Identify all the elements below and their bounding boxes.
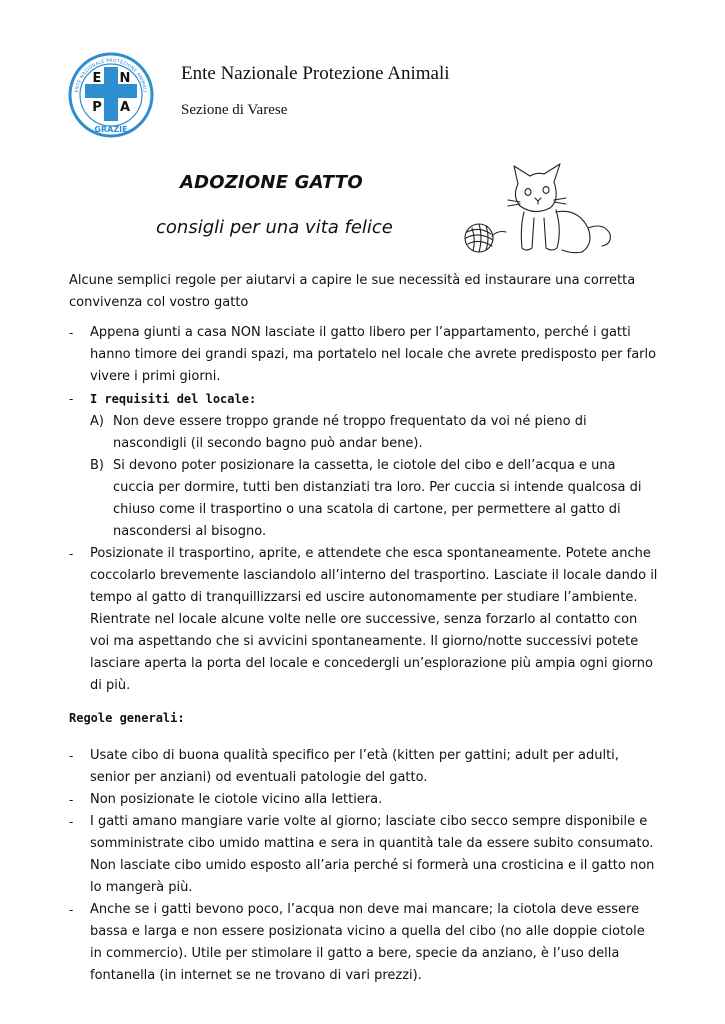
arrival-instructions-list <box>69 322 659 697</box>
requirement-text: Non deve essere troppo grande né troppo frequentato da voi né pieno di nascondigli (il secondo bagno può andar bene). <box>113 414 587 451</box>
list-item <box>69 811 659 899</box>
list-item <box>69 322 659 388</box>
list-item-text: Anche se i gatti bevono poco, l’acqua non deve mai mancare; la ciotola deve essere bassa e larga e non essere posizionata vicino a quella del cibo (no alle doppie ciotole in commercio). Utile per stimolare il gatto a bere, specie da anziano, è l’uso della fontanella (in internet se ne trovano di vari prezzi). <box>90 902 645 983</box>
requirement-text: Si devono poter posizionare la cassetta, le ciotole del cibo e dell’acqua e una cuccia per dormire, tutti ben distanziati tra loro. Per cuccia si intende qualcosa di chiuso come il trasportino o una scatola di cartone, per permettere al gatto di nascondersi al bisogno. <box>113 458 642 539</box>
requirement-item <box>69 455 659 543</box>
logo-ring-text: ENTE NAZIONALE PROTEZIONE ANIMALI <box>75 58 147 93</box>
logo-bottom-text: GRAZIE <box>94 125 128 134</box>
logo-letter-p: P <box>92 100 102 115</box>
list-item <box>69 745 659 789</box>
kitten-icon <box>508 164 610 253</box>
general-rules-heading: Regole generali: <box>69 711 185 725</box>
enpa-logo <box>68 52 154 138</box>
requirement-letter: A) <box>90 414 104 429</box>
list-item-text: Posizionate il trasportino, aprite, e attendete che esca spontaneamente. Potete anche coccolarlo brevemente lasciandolo all’interno del trasportino. Lasciate il locale dando il tempo al gatto di tranquillizzarsi ed uscire autonomamente per studiare l’ambiente. Rientrate nel locale alcune volte nelle ore successive, senza forzarlo al contatto con voi ma aspettando che si avvicini spontaneamente. Il giorno/notte successivi potete lasciare aperta la porta del locale e concedergli un’esplorazione più ampia ogni giorno di più. <box>90 546 658 693</box>
document-title: ADOZIONE GATTO <box>180 172 363 193</box>
list-item-text: Appena giunti a casa NON lasciate il gatto libero per l’appartamento, perché i gatti hanno timore dei grandi spazi, ma portatelo nel locale che avrete predisposto per farlo vivere i primi giorni. <box>90 325 657 384</box>
general-rules-list <box>69 745 659 987</box>
list-item <box>69 388 659 543</box>
yarn-ball-icon <box>465 224 506 252</box>
list-item <box>69 789 659 811</box>
logo-letter-n: N <box>119 71 131 86</box>
list-item-text: Usate cibo di buona qualità specifico per l’età (kitten per gattini; adult per adulti, senior per anziani) od eventuali patologie del gatto. <box>90 748 619 785</box>
logo-letter-a: A <box>119 100 131 115</box>
document-body <box>69 270 659 987</box>
requirements-list <box>90 411 659 543</box>
section-name: Sezione di Varese <box>181 102 288 118</box>
requirements-heading: I requisiti del locale: <box>90 392 257 406</box>
organization-name: Ente Nazionale Protezione Animali <box>181 63 450 84</box>
requirement-item <box>69 411 659 455</box>
requirement-letter: B) <box>90 458 104 473</box>
list-item <box>69 543 659 697</box>
list-item <box>69 899 659 987</box>
list-item-text: Non posizionate le ciotole vicino alla lettiera. <box>90 792 383 807</box>
document-subtitle: consigli per una vita felice <box>156 217 393 238</box>
logo-letter-e: E <box>92 71 102 86</box>
list-item-text: I gatti amano mangiare varie volte al giorno; lasciate cibo secco sempre disponibile e somministrate cibo umido mattina e sera in quantità tale da essere subito consumato. Non lasciate cibo umido esposto all’aria perché si formerà una crosticina e il gatto non lo mangerà più. <box>90 814 655 895</box>
kitten-illustration <box>462 158 620 258</box>
intro-paragraph: Alcune semplici regole per aiutarvi a capire le sue necessità ed instaurare una corretta convivenza col vostro gatto <box>69 273 636 310</box>
